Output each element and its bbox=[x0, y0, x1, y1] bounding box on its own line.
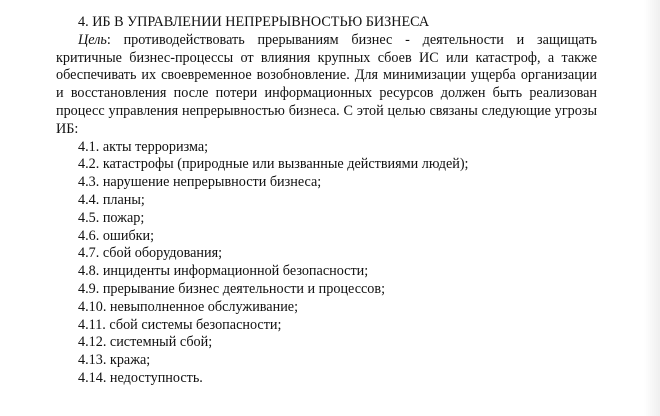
threat-item: 4.13. кража; bbox=[78, 352, 151, 369]
threat-item: 4.5. пожар; bbox=[78, 209, 145, 226]
threat-item: 4.4. планы; bbox=[78, 191, 145, 208]
threat-item: 4.9. прерывание бизнес деятельности и процессов; bbox=[78, 280, 386, 297]
threat-item: 4.11. сбой системы безопасности; bbox=[78, 316, 282, 333]
threat-list bbox=[56, 139, 597, 388]
threat-item: 4.3. нарушение непрерывности бизнеса; bbox=[78, 174, 322, 191]
section-heading: 4. ИБ В УПРАВЛЕНИИ НЕПРЕРЫВНОСТЬЮ БИЗНЕСА bbox=[78, 14, 430, 30]
threat-item: 4.6. ошибки; bbox=[78, 227, 155, 244]
threat-item: 4.7. сбой оборудования; bbox=[78, 245, 223, 262]
threat-item: 4.14. недоступность. bbox=[78, 369, 203, 386]
document-body bbox=[56, 14, 597, 388]
goal-paragraph bbox=[56, 32, 597, 139]
goal-label: Цель bbox=[78, 31, 107, 48]
threat-item: 4.12. системный сбой; bbox=[78, 334, 213, 351]
threat-item: 4.10. невыполненное обслуживание; bbox=[78, 298, 299, 315]
page-edge-shadow bbox=[644, 0, 660, 416]
threat-item: 4.2. катастрофы (природные или вызванные действиями людей); bbox=[78, 156, 469, 173]
threat-item: 4.8. инциденты информационной безопасности; bbox=[78, 263, 369, 280]
goal-text: : противодействовать прерываниям бизнес - деятельности и защищать критичные бизнес-процессы от влияния крупных сбоев ИС или катастроф, а также обеспечивать их своевременное возобновление. Для минимизации ущерба организации и восстановления после потери информационных ресурсов должен быть реализован процесс управления непрерывностью бизнеса. С этой целью связаны следующие угрозы ИБ: bbox=[56, 31, 597, 137]
threat-item: 4.1. акты терроризма; bbox=[78, 138, 209, 155]
